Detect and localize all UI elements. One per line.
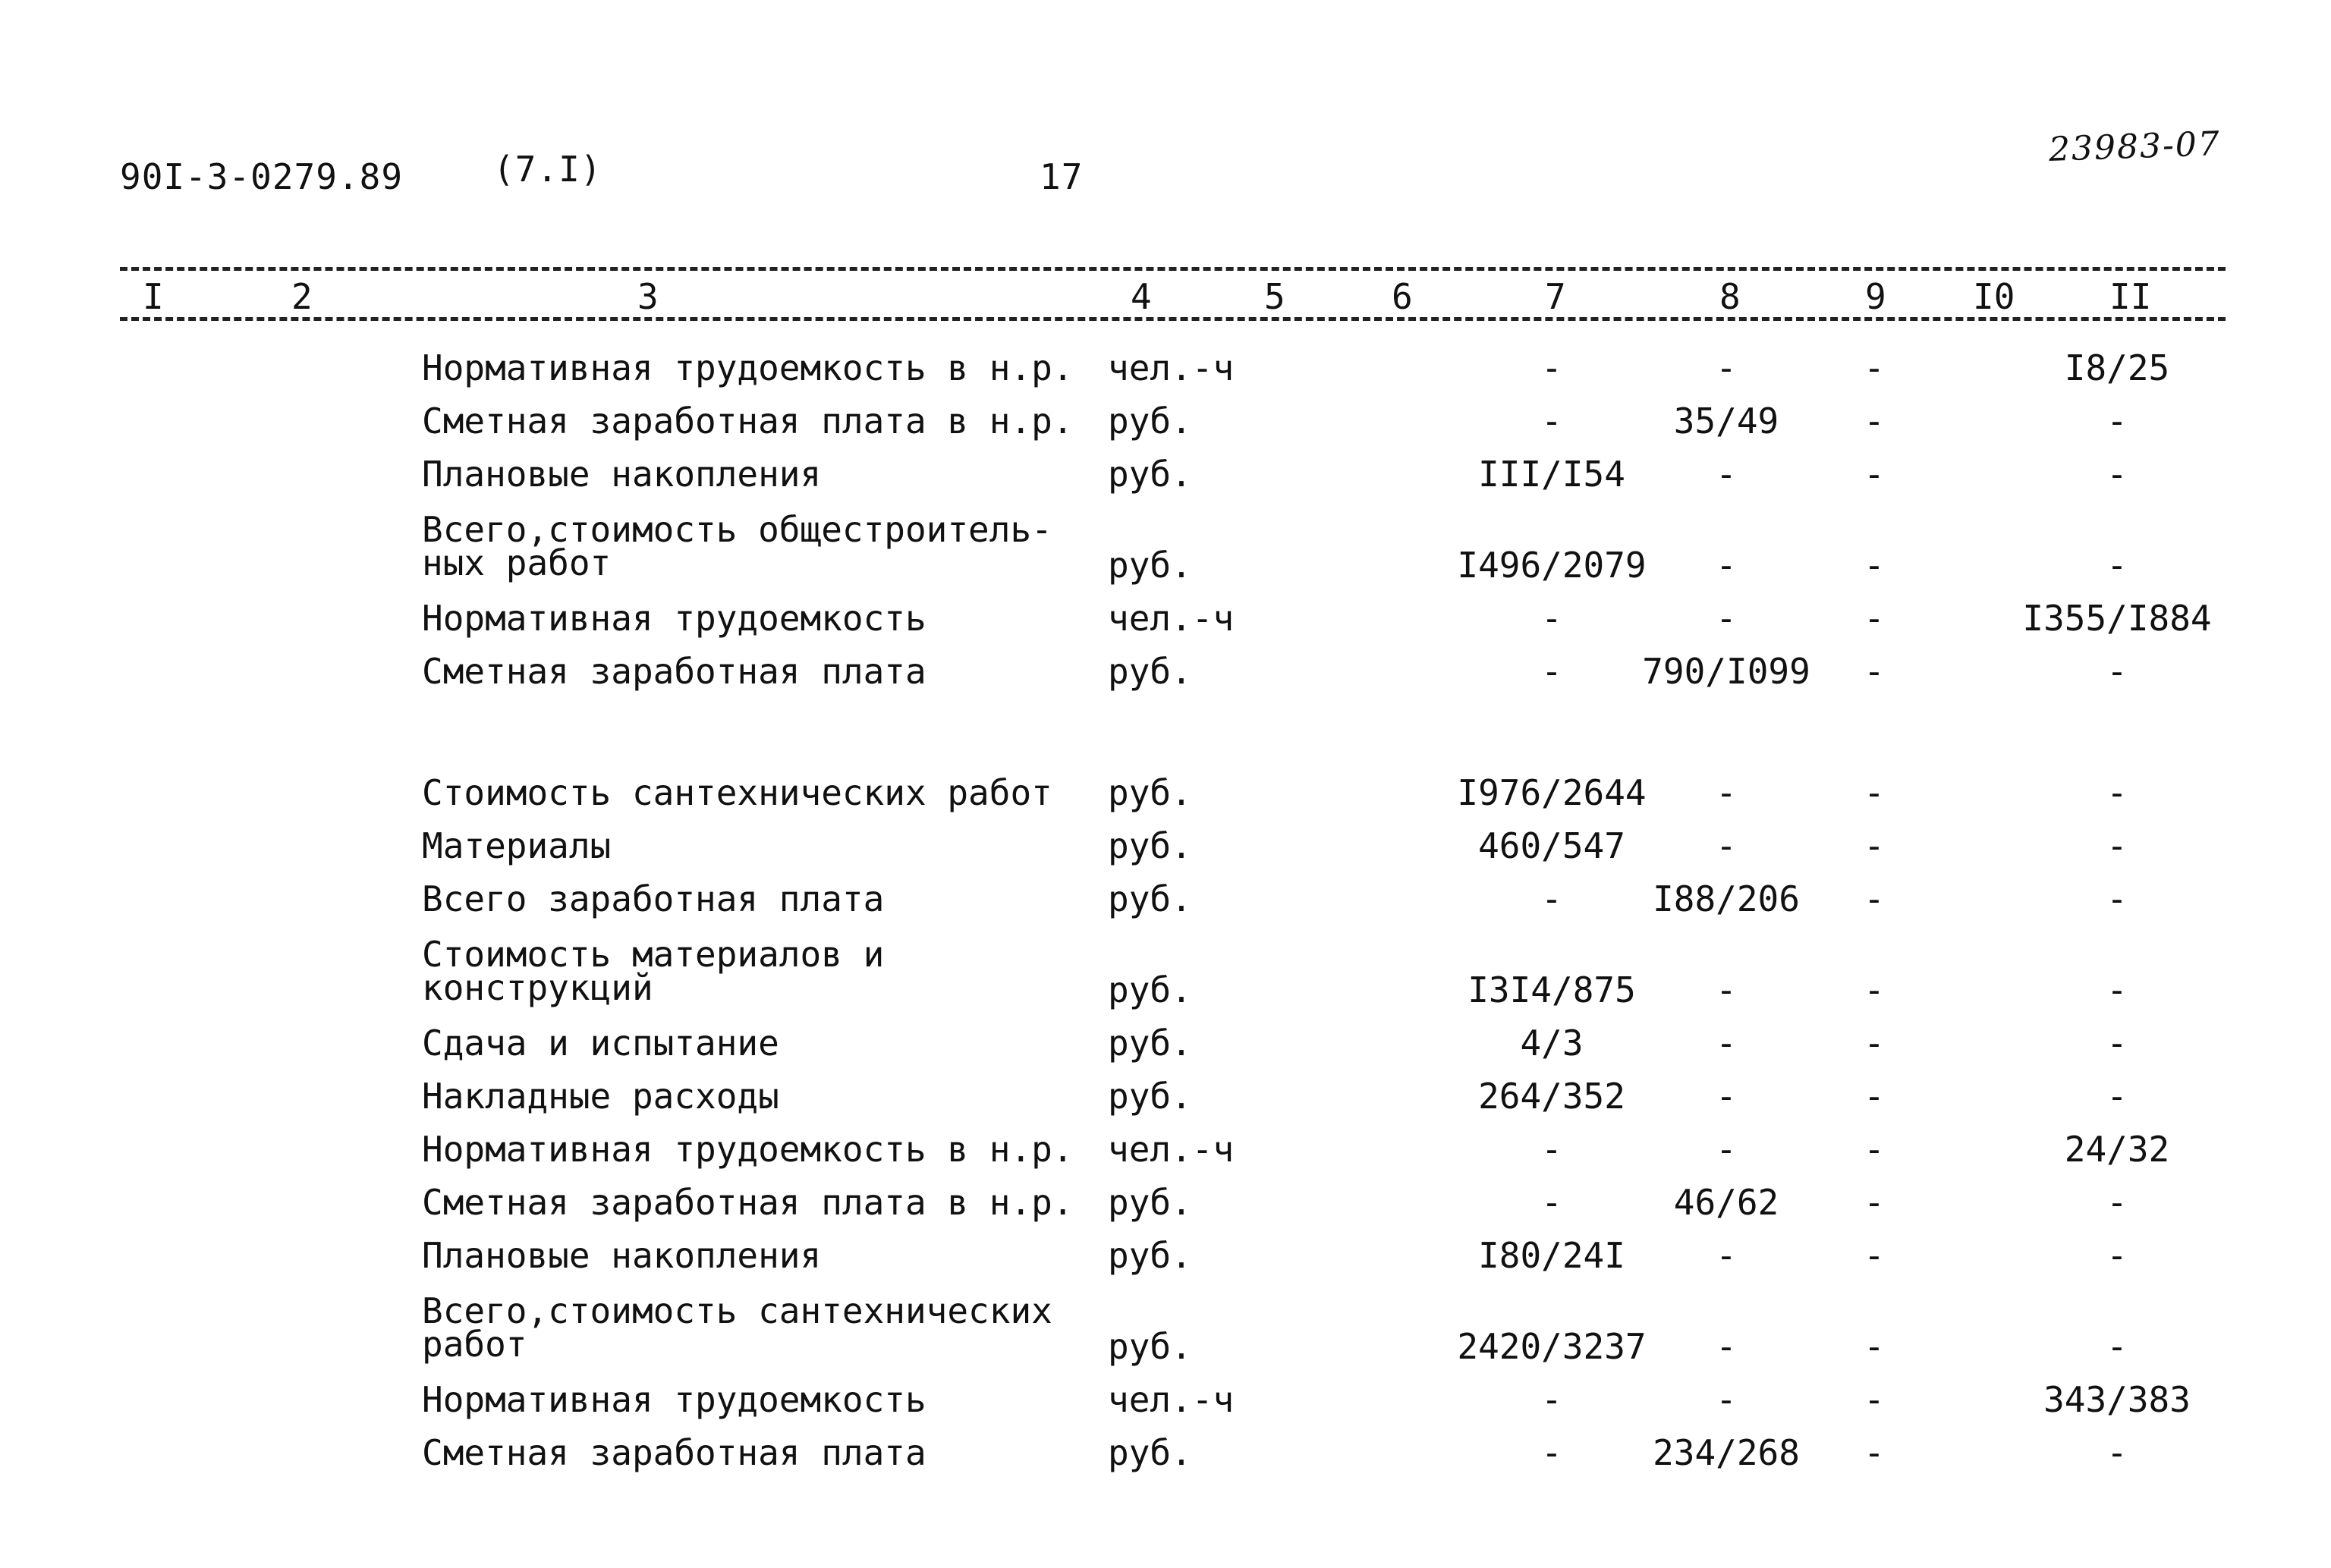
- item-name-line: Стоимость материалов и: [422, 934, 885, 975]
- table-row: [0, 827, 2331, 880]
- table-row: [0, 774, 2331, 827]
- item-name-line: Нормативная трудоемкость: [422, 1379, 926, 1420]
- col8-cell: -: [1716, 825, 1737, 866]
- col9-cell: -: [1864, 1182, 1885, 1223]
- column-number: 9: [1865, 276, 1886, 317]
- col7-cell: -: [1541, 1379, 1562, 1420]
- item-name: [422, 1024, 779, 1062]
- header-top-rule: [120, 267, 2226, 271]
- table-row: [0, 455, 2331, 508]
- col9-cell: -: [1864, 1379, 1885, 1420]
- col7-cell: -: [1541, 878, 1562, 919]
- unit-cell: руб.: [1108, 878, 1192, 919]
- item-name-line: Сдача и испытание: [422, 1023, 779, 1064]
- col9-cell: -: [1864, 1076, 1885, 1117]
- col11-cell: I8/25: [2064, 347, 2170, 388]
- column-number: 7: [1545, 276, 1566, 317]
- col11-cell: -: [2106, 825, 2128, 866]
- item-name-line: Всего,стоимость общестроитель-: [422, 509, 1052, 550]
- item-name-line: Накладные расходы: [422, 1076, 779, 1117]
- col11-cell: I355/I884: [2022, 598, 2212, 639]
- col7-cell: I3I4/875: [1467, 969, 1636, 1010]
- item-name-line: Всего заработная плата: [422, 878, 885, 919]
- col8-cell: -: [1716, 772, 1737, 813]
- item-name: [422, 1236, 821, 1274]
- handwritten-number: 23983-07: [2048, 124, 2222, 169]
- col11-cell: -: [2106, 651, 2128, 692]
- table-row: [0, 599, 2331, 652]
- col7-cell: III/I54: [1478, 454, 1625, 495]
- item-name-line: Нормативная трудоемкость: [422, 598, 926, 639]
- table-row: [0, 1130, 2331, 1183]
- column-number: II: [2109, 276, 2152, 317]
- item-name: [422, 652, 926, 690]
- col11-cell: -: [2106, 401, 2128, 441]
- item-name: [422, 774, 1052, 812]
- col11-cell: -: [2106, 1326, 2128, 1367]
- col8-cell: -: [1716, 969, 1737, 1010]
- col7-cell: -: [1541, 1432, 1562, 1473]
- item-name-line: Сметная заработная плата: [422, 1432, 926, 1473]
- col11-cell: -: [2106, 772, 2128, 813]
- col7-cell: -: [1541, 1129, 1562, 1170]
- table-row: [0, 349, 2331, 402]
- col9-cell: -: [1864, 545, 1885, 586]
- col11-cell: -: [2106, 878, 2128, 919]
- col8-cell: -: [1716, 598, 1737, 639]
- col7-cell: 460/547: [1478, 825, 1625, 866]
- col7-cell: -: [1541, 651, 1562, 692]
- col8-cell: -: [1716, 454, 1737, 495]
- item-name: [422, 1434, 926, 1472]
- item-name: [422, 1381, 926, 1419]
- table-row: [0, 509, 2331, 586]
- col7-cell: -: [1541, 598, 1562, 639]
- col9-cell: -: [1864, 1326, 1885, 1367]
- item-name-line: Стоимость сантехнических работ: [422, 772, 1052, 813]
- col7-cell: -: [1541, 401, 1562, 441]
- col9-cell: -: [1864, 825, 1885, 866]
- item-name-line: Нормативная трудоемкость в н.р.: [422, 347, 1074, 388]
- item-name: [422, 827, 611, 865]
- col7-cell: 264/352: [1478, 1076, 1625, 1117]
- unit-cell: руб.: [1108, 1432, 1192, 1473]
- header-bottom-rule: [120, 317, 2226, 321]
- item-name-line: ных работ: [422, 542, 612, 583]
- col9-cell: -: [1864, 969, 1885, 1010]
- table-row: [0, 1077, 2331, 1130]
- col11-cell: -: [2106, 1076, 2128, 1117]
- column-number: 6: [1392, 276, 1413, 317]
- document-code: 90I-3-0279.89: [120, 156, 404, 197]
- col9-cell: -: [1864, 598, 1885, 639]
- item-name: [422, 599, 926, 637]
- col9-cell: -: [1864, 1432, 1885, 1473]
- unit-cell: чел.-ч: [1108, 1129, 1235, 1170]
- table-row: [0, 402, 2331, 455]
- column-number: I: [143, 276, 164, 317]
- column-number: 8: [1719, 276, 1741, 317]
- table-row: [0, 1236, 2331, 1290]
- col9-cell: -: [1864, 772, 1885, 813]
- col8-cell: -: [1716, 1129, 1737, 1170]
- item-name: [422, 509, 1052, 583]
- col7-cell: 4/3: [1520, 1023, 1584, 1064]
- unit-cell: руб.: [1108, 1076, 1192, 1117]
- item-name: [422, 1077, 779, 1115]
- col9-cell: -: [1864, 1023, 1885, 1064]
- item-name-line: Плановые накопления: [422, 454, 822, 495]
- col8-cell: 234/268: [1653, 1432, 1800, 1473]
- item-name-line: Плановые накопления: [422, 1235, 822, 1276]
- unit-cell: чел.-ч: [1108, 1379, 1235, 1420]
- unit-cell: чел.-ч: [1108, 347, 1235, 388]
- item-name: [422, 402, 1074, 440]
- unit-cell: руб.: [1108, 1326, 1192, 1367]
- unit-cell: руб.: [1108, 969, 1192, 1010]
- col9-cell: -: [1864, 347, 1885, 388]
- col7-cell: -: [1541, 1182, 1562, 1223]
- col8-cell: -: [1716, 545, 1737, 586]
- col9-cell: -: [1864, 1129, 1885, 1170]
- item-name-line: Сметная заработная плата в н.р.: [422, 1182, 1074, 1223]
- col9-cell: -: [1864, 454, 1885, 495]
- col8-cell: -: [1716, 1023, 1737, 1064]
- table-row: [0, 880, 2331, 933]
- unit-cell: руб.: [1108, 1023, 1192, 1064]
- col11-cell: -: [2106, 1432, 2128, 1473]
- table-row: [0, 1381, 2331, 1434]
- table-row: [0, 652, 2331, 705]
- column-number: 2: [291, 276, 313, 317]
- col8-cell: -: [1716, 347, 1737, 388]
- col8-cell: 35/49: [1673, 401, 1779, 441]
- column-number: 3: [637, 276, 659, 317]
- unit-cell: руб.: [1108, 772, 1192, 813]
- item-name: [422, 349, 1074, 387]
- item-name-line: Всего,стоимость сантехнических: [422, 1290, 1052, 1331]
- col7-cell: 2420/3237: [1457, 1326, 1647, 1367]
- item-name-line: Нормативная трудоемкость в н.р.: [422, 1129, 1074, 1170]
- item-name: [422, 1290, 1052, 1365]
- item-name: [422, 1130, 1074, 1168]
- item-name-line: работ: [422, 1324, 527, 1365]
- page-number: 17: [1040, 156, 1084, 197]
- section-number: (7.I): [493, 149, 602, 190]
- col11-cell: 343/383: [2043, 1379, 2191, 1420]
- col11-cell: -: [2106, 969, 2128, 1010]
- col8-cell: 46/62: [1673, 1182, 1779, 1223]
- col9-cell: -: [1864, 878, 1885, 919]
- item-name-line: конструкций: [422, 967, 653, 1008]
- unit-cell: руб.: [1108, 401, 1192, 441]
- unit-cell: руб.: [1108, 825, 1192, 866]
- column-number: I0: [1973, 276, 2015, 317]
- col11-cell: -: [2106, 1235, 2128, 1276]
- col8-cell: 790/I099: [1642, 651, 1810, 692]
- unit-cell: руб.: [1108, 1235, 1192, 1276]
- table-row: [0, 934, 2331, 1010]
- col8-cell: -: [1716, 1076, 1737, 1117]
- table-row: [0, 1434, 2331, 1487]
- item-name-line: Сметная заработная плата: [422, 651, 926, 692]
- col8-cell: -: [1716, 1235, 1737, 1276]
- col8-cell: I88/206: [1653, 878, 1800, 919]
- col11-cell: -: [2106, 545, 2128, 586]
- col11-cell: -: [2106, 1182, 2128, 1223]
- col11-cell: -: [2106, 454, 2128, 495]
- col7-cell: -: [1541, 347, 1562, 388]
- item-name: [422, 455, 821, 493]
- item-name: [422, 1183, 1074, 1221]
- col7-cell: I496/2079: [1457, 545, 1647, 586]
- col8-cell: -: [1716, 1379, 1737, 1420]
- item-name: [422, 934, 885, 1008]
- table-row: [0, 1183, 2331, 1236]
- column-number: 4: [1131, 276, 1152, 317]
- unit-cell: руб.: [1108, 651, 1192, 692]
- col7-cell: I80/24I: [1478, 1235, 1625, 1276]
- col9-cell: -: [1864, 401, 1885, 441]
- unit-cell: чел.-ч: [1108, 598, 1235, 639]
- table-row: [0, 1290, 2331, 1367]
- col11-cell: -: [2106, 1023, 2128, 1064]
- unit-cell: руб.: [1108, 545, 1192, 586]
- item-name-line: Сметная заработная плата в н.р.: [422, 401, 1074, 441]
- col11-cell: 24/32: [2064, 1129, 2170, 1170]
- item-name-line: Материалы: [422, 825, 612, 866]
- column-number: 5: [1264, 276, 1285, 317]
- col8-cell: -: [1716, 1326, 1737, 1367]
- unit-cell: руб.: [1108, 1182, 1192, 1223]
- unit-cell: руб.: [1108, 454, 1192, 495]
- table-row: [0, 1024, 2331, 1077]
- col9-cell: -: [1864, 651, 1885, 692]
- col7-cell: I976/2644: [1457, 772, 1647, 813]
- col9-cell: -: [1864, 1235, 1885, 1276]
- item-name: [422, 880, 884, 918]
